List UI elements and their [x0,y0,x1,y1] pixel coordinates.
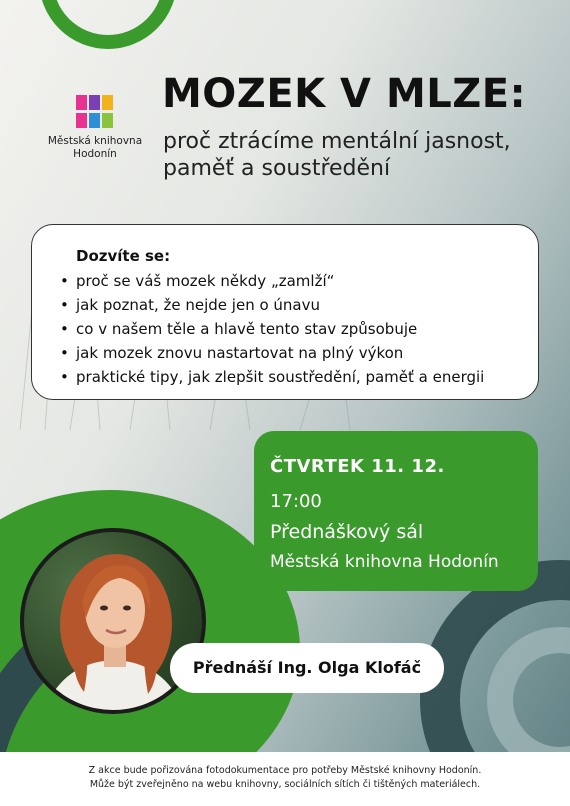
info-list [76,269,538,389]
subtitle-line1: proč ztrácíme mentální jasnost, [163,129,511,154]
info-item: • jak mozek znovu nastartovat na plný výkon [60,341,538,365]
footer-line1: Z akce bude pořizována fotodokumentace pro potřeby Městské knihovny Hodonín. [88,765,482,776]
event-date: ČTVRTEK 11. 12. [270,456,445,477]
footer-line2: Může být zveřejněno na webu knihovny, sociálních sítích či tištěných materiálech. [89,779,481,790]
info-item: • co v našem těle a hlavě tento stav způsobuje [60,317,538,341]
right-ring-inner [500,640,570,760]
event-details-box [254,431,538,591]
library-name-line1: Městská knihovna [47,135,143,147]
library-logo [40,95,150,161]
library-logo-mark [76,95,114,129]
info-item: • proč se váš mozek někdy „zamlží“ [60,269,538,293]
top-ring [46,0,170,42]
event-room: Přednáškový sál [270,521,424,543]
subtitle-line2: paměť a soustředění [163,156,391,181]
info-item: • praktické tipy, jak zlepšit soustředění, paměť a energii [60,365,538,389]
event-place: Městská knihovna Hodonín [270,552,499,572]
footer-disclaimer [0,752,570,806]
speaker-label: Přednáší Ing. Olga Klofáč [170,643,444,693]
event-time: 17:00 [270,491,322,512]
library-name-line2: Hodonín [73,148,117,160]
info-box [31,224,539,400]
info-heading: Dozvíte se: [76,247,171,265]
info-item: • jak poznat, že nejde jen o únavu [60,293,538,317]
event-title: MOZEK V MLZE: [162,71,527,117]
event-subtitle [163,128,511,182]
